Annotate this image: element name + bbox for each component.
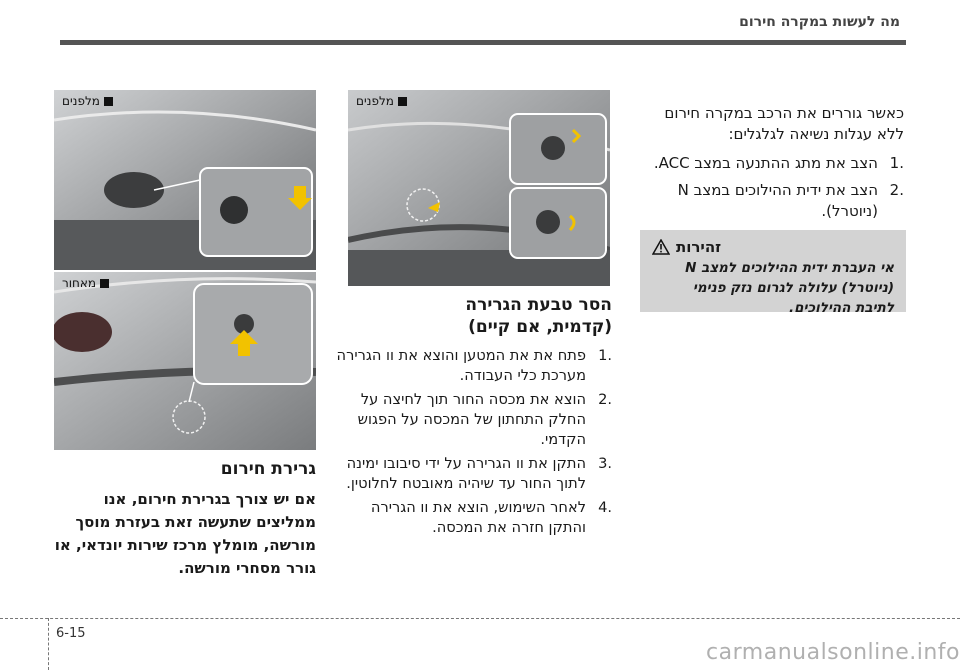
section-title-remove-ring bbox=[330, 294, 612, 338]
front-tow-image bbox=[54, 90, 316, 270]
watermark-text: carmanualsonline.info bbox=[706, 640, 960, 665]
square-bullet-icon bbox=[104, 97, 113, 106]
square-bullet-icon bbox=[398, 97, 407, 106]
middle-steps bbox=[330, 346, 612, 538]
tow-hook-illustration bbox=[348, 90, 610, 286]
title-line: הסר טבעת הגרירה bbox=[465, 295, 612, 315]
list-item bbox=[330, 498, 612, 538]
title-line: (קדמית, אם קיים) bbox=[468, 317, 612, 337]
emergency-towing-paragraph: אם יש צורך בגרירת חירום, אנו ממליצים שתעשה זאת בעזרת מוסך מורשה, מומלץ מרכז שירות יונדאי, או גורר מסחרי מורשה. bbox=[54, 490, 316, 577]
panel-label-text: מאחור bbox=[62, 276, 97, 290]
list-item bbox=[330, 454, 612, 494]
list-item bbox=[330, 346, 612, 386]
list-item bbox=[330, 390, 612, 450]
panel-label-rear bbox=[62, 276, 109, 290]
warning-triangle-icon bbox=[652, 239, 670, 255]
step-number: .1 bbox=[598, 347, 612, 364]
rear-bumper-illustration bbox=[54, 272, 316, 450]
panel-label-front bbox=[356, 94, 407, 108]
warning-header bbox=[652, 238, 894, 256]
step-text: התקן את וו הגרירה על ידי סיבובו ימינה לתוך החור עד שיהיה מאובטח לחלוטין. bbox=[346, 455, 586, 492]
warning-title: זהירות bbox=[676, 238, 722, 256]
middle-column bbox=[330, 294, 612, 542]
panel-label-text: מלפנים bbox=[356, 94, 394, 108]
step-text: הצב את מתג ההתנעה במצב ACC. bbox=[653, 154, 878, 172]
list-item bbox=[640, 153, 904, 174]
section-title-emergency-towing: גרירת חירום bbox=[220, 459, 316, 479]
step-text: לאחר השימוש, הוצא את וו הגרירה והתקן חזרה את המכסה. bbox=[370, 499, 586, 536]
front-bumper-illustration bbox=[54, 90, 316, 270]
header-rule bbox=[60, 40, 906, 45]
list-item bbox=[640, 180, 904, 222]
header-title: מה לעשות במקרה חירום bbox=[739, 14, 900, 30]
rear-tow-image bbox=[54, 272, 316, 450]
square-bullet-icon bbox=[100, 279, 109, 288]
panel-label-front bbox=[62, 94, 113, 108]
left-column-text bbox=[54, 458, 316, 580]
warning-box bbox=[640, 230, 906, 316]
intro-paragraph: כאשר גוררים את הרכב במקרה חירום ללא עגלות נשיאה לגלגלים: bbox=[664, 104, 904, 143]
warning-text: אי העברת ידית ההילוכים למצב N (ניוטרל) עלולה לגרום נזק פנימי לתיבת ההילוכים. bbox=[685, 260, 894, 316]
step-text: הוצא את מכסה החור תוך לחיצה על החלק התחתון של המכסה על הפגוש הקדמי. bbox=[357, 391, 586, 448]
footer-vertical-divider bbox=[48, 618, 49, 670]
step-number: .3 bbox=[598, 455, 612, 472]
page-number: 6-15 bbox=[56, 626, 86, 641]
step-number: .4 bbox=[598, 499, 612, 516]
step-number: .1 bbox=[889, 154, 904, 172]
step-number: .2 bbox=[889, 181, 904, 199]
step-number: .2 bbox=[598, 391, 612, 408]
step-text: הצב את ידית ההילוכים במצב N (ניוטרל). bbox=[677, 181, 878, 220]
step-text: פתח את את המטען והוצא את וו הגרירה מערכת כלי העבודה. bbox=[336, 347, 586, 384]
panel-label-text: מלפנים bbox=[62, 94, 100, 108]
footer-divider bbox=[0, 618, 960, 619]
tow-hook-image bbox=[348, 90, 610, 286]
